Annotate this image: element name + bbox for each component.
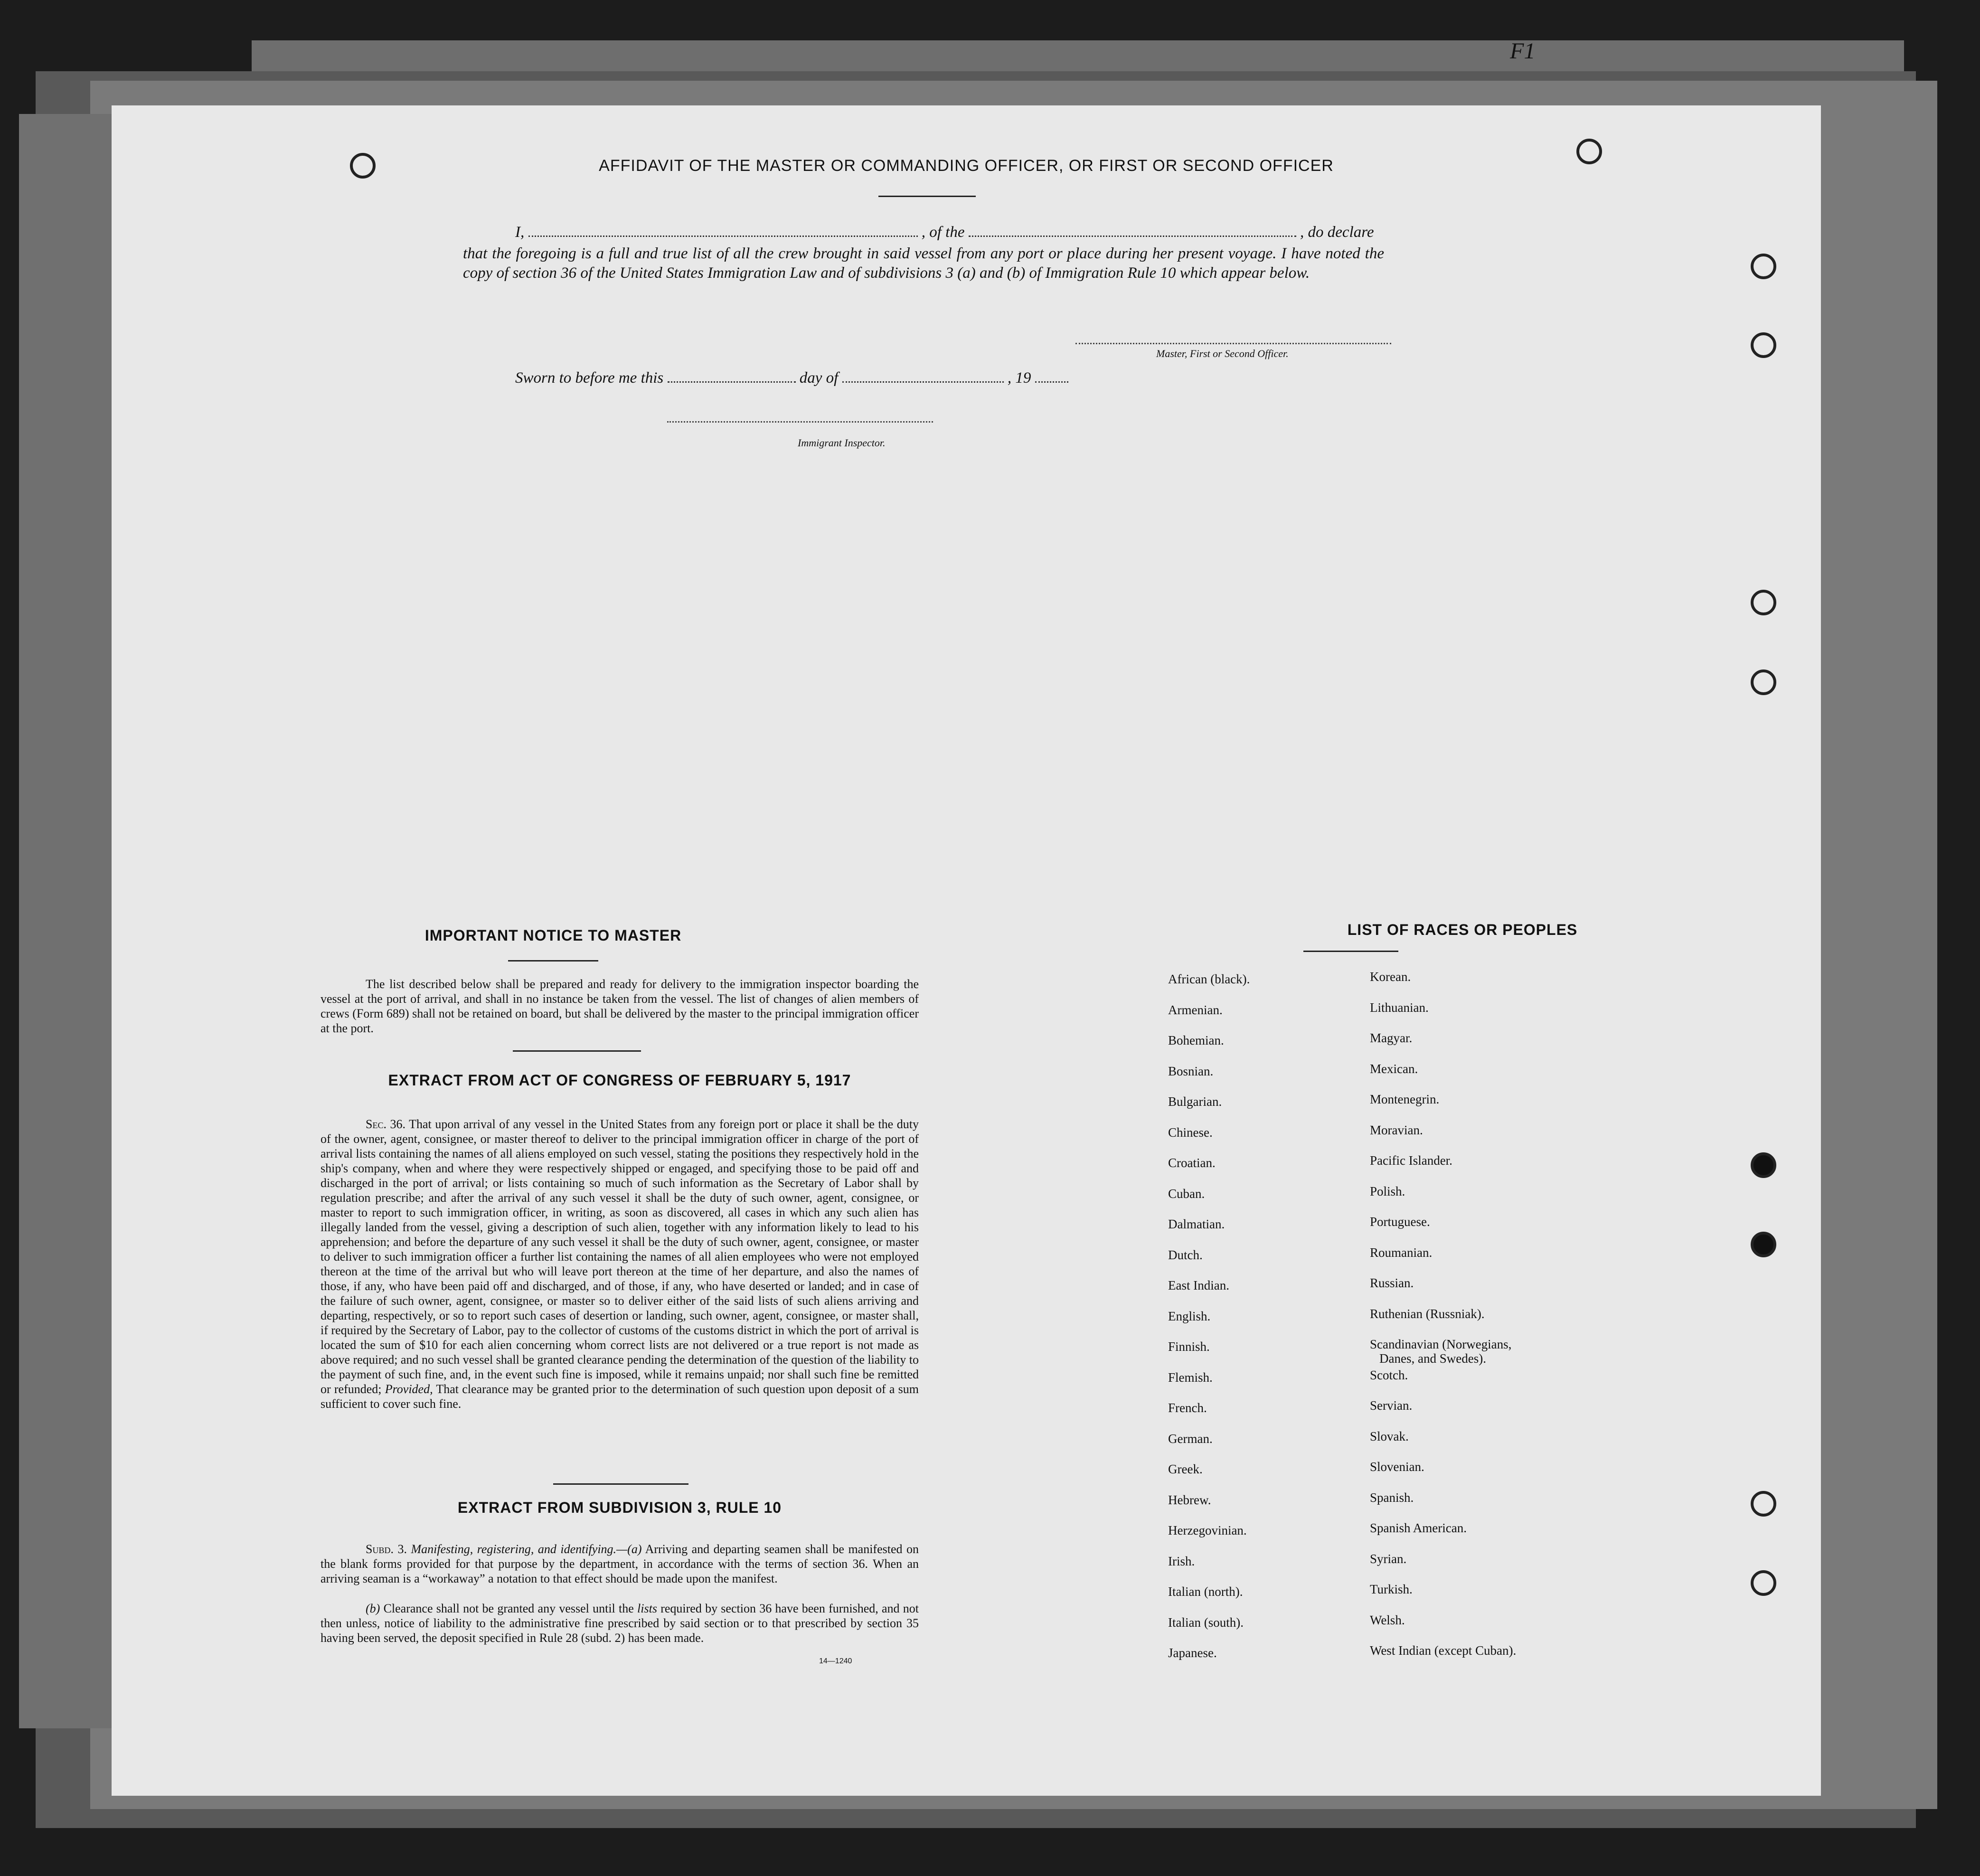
race-item: Italian (south). — [1168, 1615, 1244, 1630]
subdivision-para-a: Arriving and departing seamen shall be manifested on the blank forms provided for that purpose by the department, in accordance with the terms of section 36. When an arriving seaman is a “workaway” a notation to that effect should be made upon the manifest. — [321, 1542, 919, 1585]
race-item: Armenian. — [1168, 1002, 1223, 1017]
binder-hole — [1751, 1570, 1776, 1596]
binder-hole — [1751, 669, 1776, 695]
divider — [1303, 951, 1398, 952]
race-item: Italian (north). — [1168, 1584, 1243, 1599]
race-item: Spanish American. — [1370, 1521, 1467, 1535]
race-item: Danes, and Swedes). — [1379, 1351, 1486, 1366]
race-item: Ruthenian (Russniak). — [1370, 1306, 1485, 1321]
race-item: Welsh. — [1370, 1612, 1405, 1627]
para-b-lists-word: lists — [637, 1602, 657, 1615]
year-label: , 19 — [1007, 369, 1031, 387]
affidavit-declaration-line — [515, 223, 1374, 241]
race-item: French. — [1168, 1401, 1207, 1415]
race-item: Korean. — [1370, 970, 1411, 984]
binder-hole — [1751, 590, 1776, 615]
sworn-day-field[interactable] — [668, 369, 796, 383]
divider — [513, 1050, 641, 1052]
race-item: Mexican. — [1370, 1061, 1418, 1076]
affidavit-title: AFFIDAVIT OF THE MASTER OR COMMANDING OFFICER, OR FIRST OR SECOND OFFICER — [599, 157, 1334, 175]
race-item: Cuban. — [1168, 1186, 1205, 1201]
day-of-label: day of — [799, 369, 839, 387]
race-item: Bosnian. — [1168, 1064, 1214, 1078]
race-item: Chinese. — [1168, 1125, 1213, 1140]
form-code: 14—1240 — [819, 1657, 852, 1665]
race-item: Syrian. — [1370, 1551, 1407, 1566]
master-signature-caption: Master, First or Second Officer. — [1156, 348, 1289, 359]
race-item: Croatian. — [1168, 1156, 1216, 1170]
race-item: Portuguese. — [1370, 1215, 1430, 1229]
race-item: Finnish. — [1168, 1339, 1210, 1354]
race-item: Montenegrin. — [1370, 1092, 1440, 1106]
race-item: Magyar. — [1370, 1031, 1413, 1045]
sworn-month-field[interactable] — [842, 369, 1004, 383]
race-item: Russian. — [1370, 1276, 1414, 1290]
race-item: Hebrew. — [1168, 1492, 1211, 1507]
rule-extract-para-a — [321, 1542, 919, 1586]
para-b-label: (b) — [366, 1602, 380, 1615]
provided-label: Provided, — [385, 1382, 433, 1396]
master-name-field[interactable] — [528, 223, 918, 237]
race-item: Polish. — [1370, 1184, 1405, 1198]
race-item: Greek. — [1168, 1462, 1203, 1476]
subdivision-heading: Manifesting, registering, and identifying.—(a) — [411, 1542, 642, 1556]
master-signature-field[interactable] — [1075, 343, 1391, 344]
race-item: West Indian (except Cuban). — [1370, 1643, 1517, 1658]
corner-mark: F1 — [1510, 38, 1536, 64]
race-item: Scandinavian (Norwegians, — [1370, 1337, 1512, 1351]
form-page — [112, 105, 1821, 1796]
race-item: Turkish. — [1370, 1582, 1413, 1596]
sworn-label: Sworn to before me this — [515, 369, 664, 387]
background-sheet-edge — [19, 114, 114, 1728]
binder-hole — [1751, 254, 1776, 279]
race-item: Herzegovinian. — [1168, 1523, 1247, 1537]
race-item: Roumanian. — [1370, 1245, 1433, 1260]
vessel-name-field[interactable] — [969, 223, 1296, 237]
divider — [508, 960, 598, 962]
para-b-text-cont: required by section 36 have been furnished, and not then unless, notice of liability to the administrative fine prescribed by said section or to that prescribed by section 35 having been served, the deposit specified in Rule 28 (subd. 2) has been made. — [321, 1602, 919, 1645]
race-item: Lithuanian. — [1370, 1000, 1429, 1015]
subdivision-label: Subd. 3. — [366, 1542, 407, 1556]
section-36-text: That upon arrival of any vessel in the United States from any foreign port or place it shall be the duty of the owner, agent, consignee, or master thereof to deliver to the principal immigration officer in charge of the port of arrival lists containing the names of all aliens employed on such vessel, stating the positions they respectively hold in the ship's company, when and where they were respectively shipped or engaged, and specifying those to be paid off and discharged in the port of arrival; or lists containing so much of such information as the Secretary of Labor shall by regulation prescribe; and after the arrival of any such vessel it shall be the duty of such owner, agent, consignee, or master to report to such immigration officer, in writing, as soon as discovered, all cases in which any such alien has illegally landed from the vessel, giving a description of such alien, together with any information likely to lead to his apprehension; and before the departure of any such vessel it shall be the duty of such owner, agent, consignee, or master to deliver to such immigration officer a further list containing the names of all alien employees who were not employed thereon at the time of the arrival but who will leave port thereon at the time of her departure, and also the names of those, if any, who have been paid off and discharged, and of those, if any, who have deserted or landed; and in case of the failure of such owner, agent, consignee, or master so to deliver either of the said lists of such aliens arriving and departing, respectively, or so to report such cases of desertion or landing, such owner, agent, consignee, or master shall, if required by the Secretary of Labor, pay to the collector of customs of the customs district in which the port of arrival is located the sum of $10 for each alien concerning whom correct lists are not delivered or a true report is not made as above required; and no such vessel shall be granted clearance pending the determination of the question of the liability to the payment of such fine, and, in the event such fine is imposed, while it remains unpaid; nor shall such fine be remitted or refunded; — [321, 1117, 919, 1396]
race-item: Flemish. — [1168, 1370, 1213, 1385]
race-item: Bulgarian. — [1168, 1094, 1222, 1109]
race-item: Irish. — [1168, 1554, 1195, 1568]
affidavit-body: that the foregoing is a full and true list of all the crew brought in said vessel from any port or place during her present voyage. I have noted the copy of section 36 of the United States Immigration Law and of subdivisions 3 (a) and (b) of Immigration Rule 10 which appear below. — [463, 245, 1384, 282]
declare-label: , do declare — [1300, 224, 1374, 241]
act-extract-title: EXTRACT FROM ACT OF CONGRESS OF FEBRUARY 5, 1917 — [388, 1072, 851, 1089]
race-item: Spanish. — [1370, 1490, 1414, 1505]
race-item: Slovenian. — [1370, 1460, 1424, 1474]
race-item: Dutch. — [1168, 1247, 1203, 1262]
binder-hole — [1751, 332, 1776, 358]
race-item: African (black). — [1168, 972, 1250, 986]
race-item: Slovak. — [1370, 1429, 1409, 1443]
race-item: Japanese. — [1168, 1646, 1217, 1660]
of-the-label: , of the — [921, 224, 965, 241]
binder-hole — [1751, 1152, 1776, 1178]
section-label: Sec. 36. — [366, 1117, 406, 1131]
para-b-text: Clearance shall not be granted any vessel until the — [383, 1602, 634, 1615]
race-item: Scotch. — [1370, 1367, 1408, 1382]
provided-text: That clearance may be granted prior to the determination of such question upon deposit of a sum sufficient to cover such fine. — [321, 1382, 919, 1411]
affidavit-i-label: I, — [515, 224, 525, 241]
race-item: Pacific Islander. — [1370, 1153, 1452, 1168]
rule-extract-title: EXTRACT FROM SUBDIVISION 3, RULE 10 — [457, 1499, 782, 1516]
act-extract-text — [321, 1117, 919, 1411]
sworn-year-field[interactable] — [1035, 369, 1068, 383]
race-item: German. — [1168, 1431, 1213, 1446]
notice-title: IMPORTANT NOTICE TO MASTER — [424, 927, 682, 944]
binder-hole — [1751, 1491, 1776, 1517]
race-item: Dalmatian. — [1168, 1217, 1225, 1231]
races-title: LIST OF RACES OR PEOPLES — [1347, 921, 1578, 938]
notice-text: The list described below shall be prepared and ready for delivery to the immigration inspector boarding the vessel at the port of arrival, and shall in no instance be taken from the vessel. The list of changes of alien members of crews (Form 689) shall not be retained on board, but shall be delivered by the master to the principal immigration officer at the port. — [321, 977, 919, 1035]
inspector-signature-field[interactable] — [667, 421, 933, 423]
race-item: English. — [1168, 1309, 1211, 1323]
sworn-line — [515, 369, 1068, 387]
race-item: East Indian. — [1168, 1278, 1229, 1292]
divider — [878, 196, 976, 197]
rule-extract-para-b — [321, 1601, 919, 1645]
binder-hole — [1751, 1232, 1776, 1257]
inspector-caption: Immigrant Inspector. — [798, 437, 886, 449]
race-item: Bohemian. — [1168, 1033, 1224, 1047]
divider — [553, 1483, 688, 1485]
race-item: Servian. — [1370, 1398, 1413, 1413]
race-item: Moravian. — [1370, 1122, 1423, 1137]
